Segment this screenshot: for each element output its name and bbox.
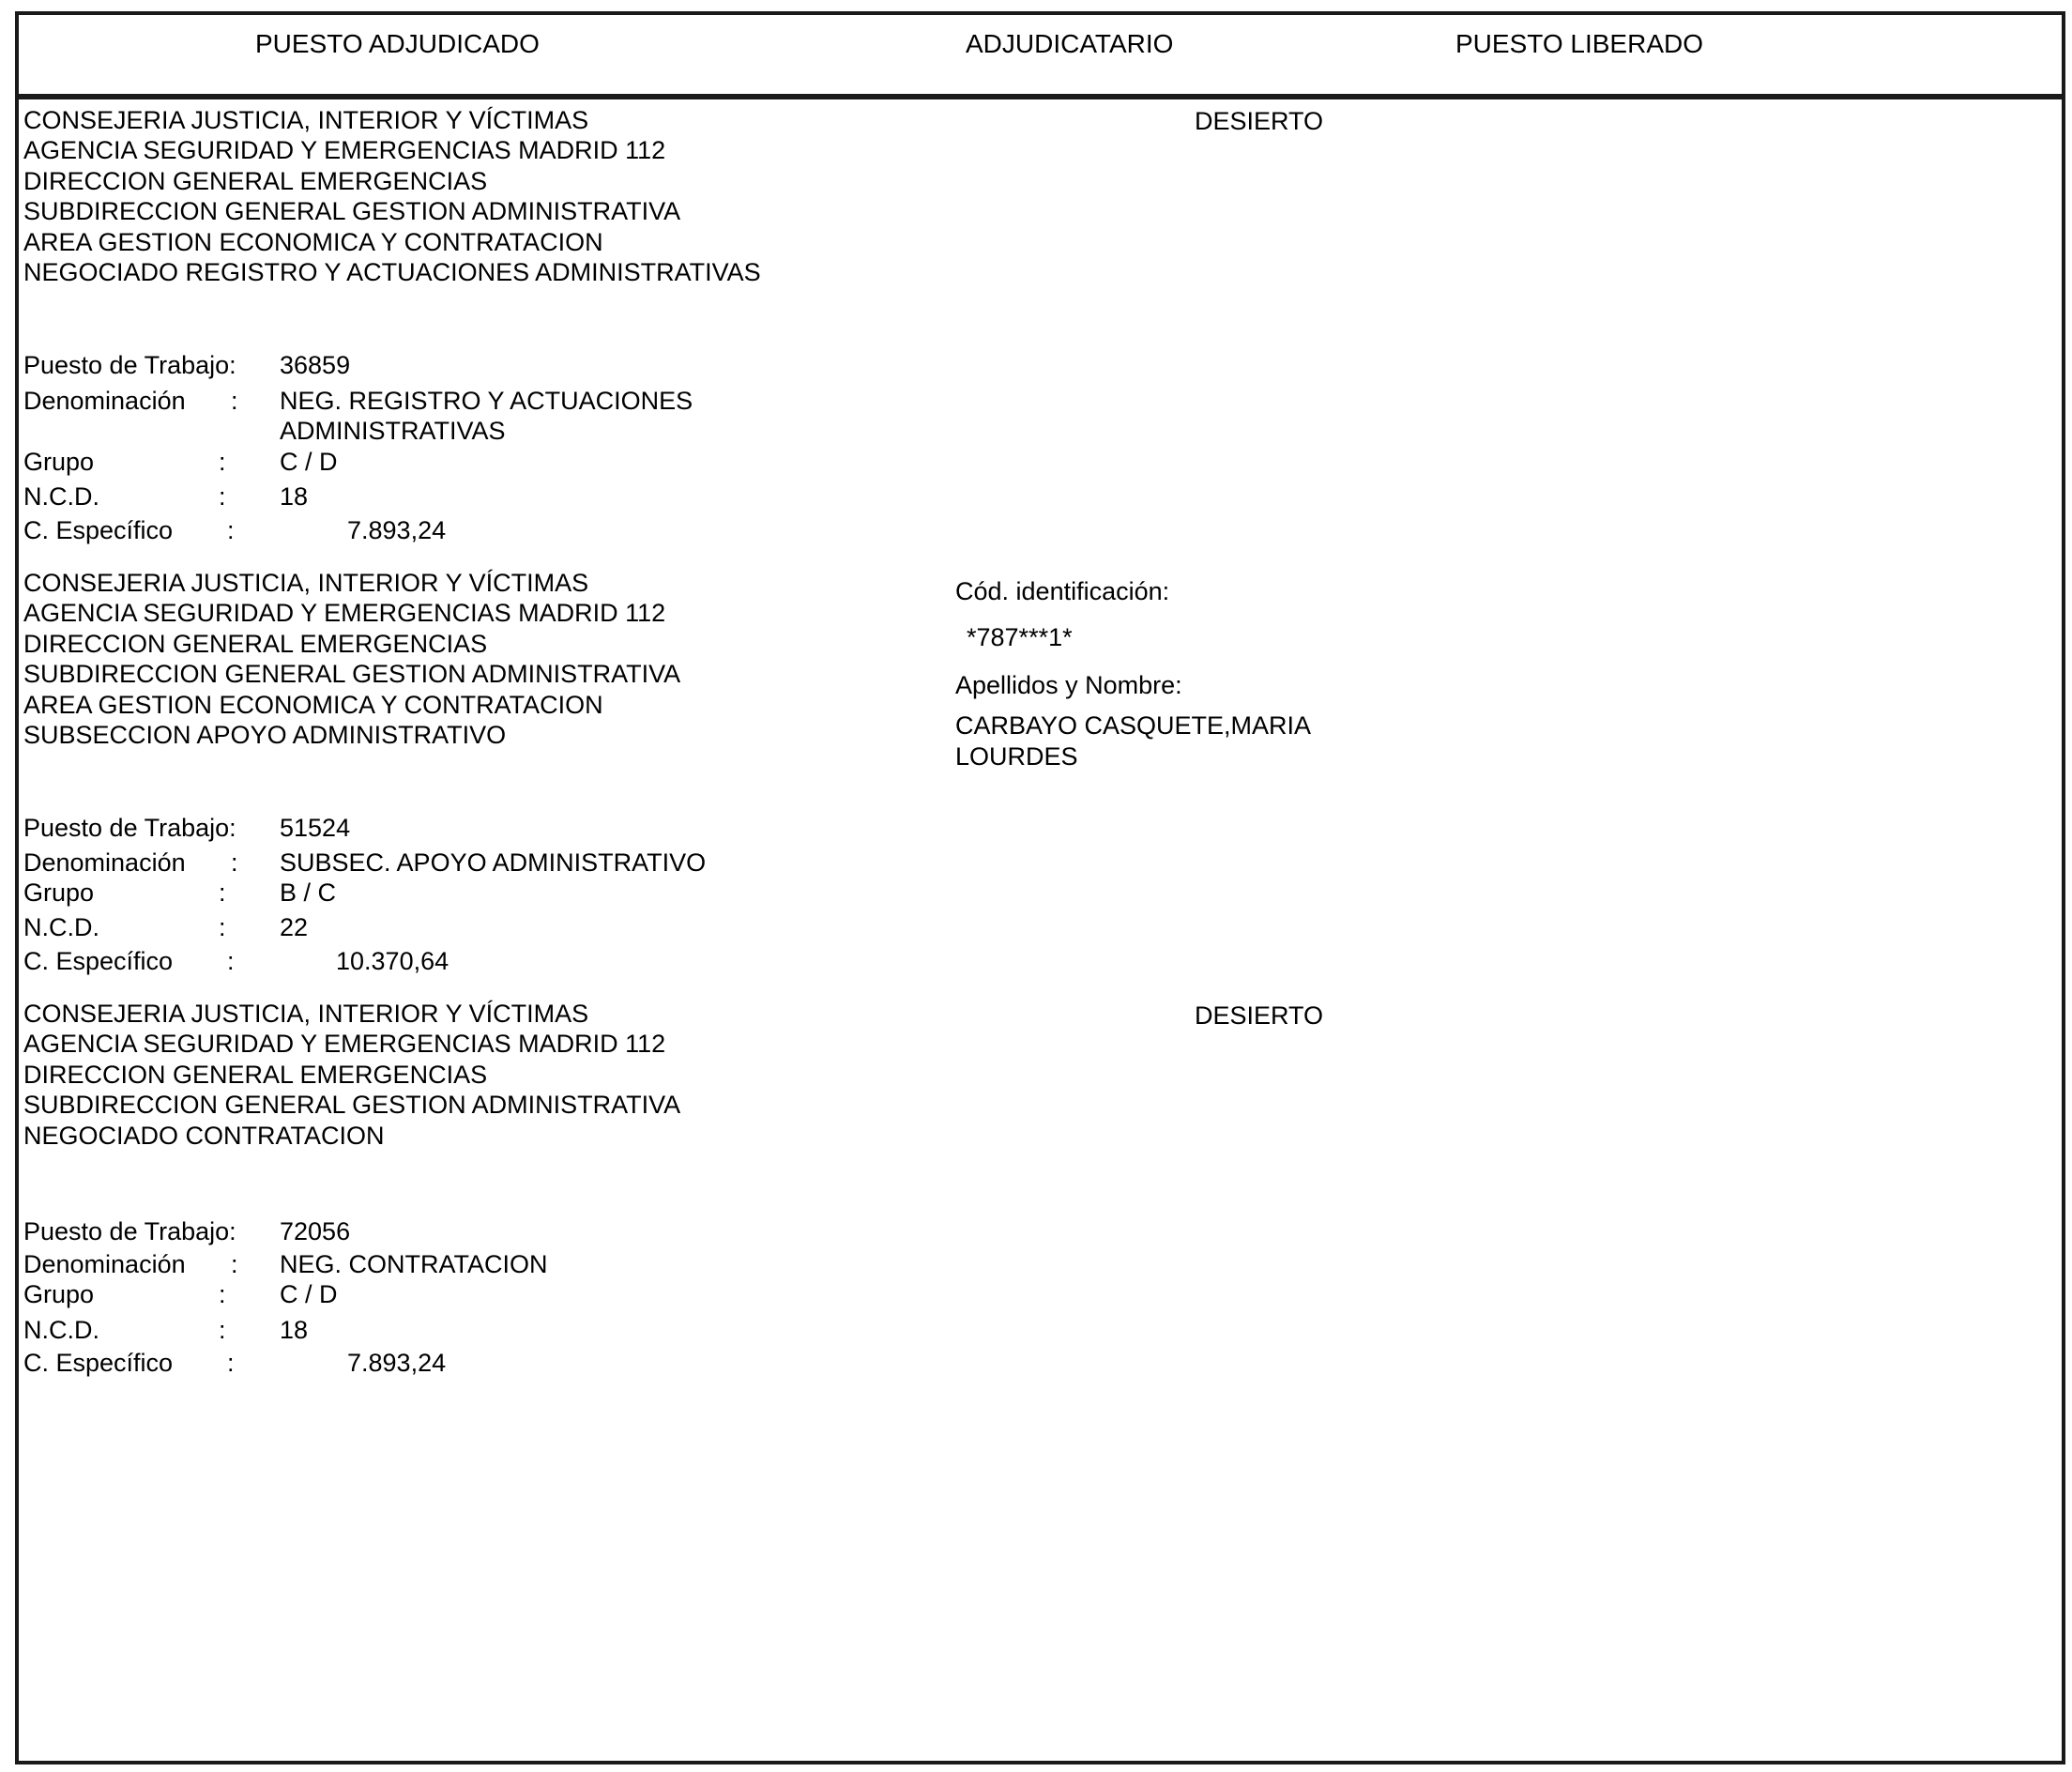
column-header-puesto-liberado: PUESTO LIBERADO — [1455, 29, 1704, 58]
denominacion-value-cont: ADMINISTRATIVAS — [280, 417, 506, 445]
especifico-value: 7.893,24 — [347, 1349, 447, 1377]
denominacion-value: NEG. CONTRATACION — [280, 1250, 548, 1278]
org-line: CONSEJERIA JUSTICIA, INTERIOR Y VÍCTIMAS — [23, 1000, 589, 1028]
puesto-value: 72056 — [280, 1217, 351, 1245]
apellidos-nombre-value-cont: LOURDES — [955, 742, 1078, 771]
ncd-label: N.C.D. — [23, 913, 99, 941]
puesto-value: 36859 — [280, 351, 351, 379]
especifico-label: C. Específico — [23, 516, 174, 544]
column-header-adjudicatario: ADJUDICATARIO — [966, 29, 1174, 58]
org-line: NEGOCIADO CONTRATACION — [23, 1121, 385, 1150]
ncd-label: N.C.D. — [23, 482, 99, 511]
puesto-label: Puesto de Trabajo: — [23, 351, 236, 379]
especifico-value: 10.370,64 — [336, 947, 449, 975]
colon: : — [231, 387, 238, 415]
org-line: SUBDIRECCION GENERAL GESTION ADMINISTRATIVA — [23, 197, 681, 226]
entry-1-adjudicatario: DESIERTO — [1195, 107, 1324, 135]
especifico-label: C. Específico — [23, 947, 174, 975]
org-line: CONSEJERIA JUSTICIA, INTERIOR Y VÍCTIMAS — [23, 106, 589, 134]
org-line: SUBDIRECCION GENERAL GESTION ADMINISTRATIVA — [23, 660, 681, 689]
denominacion-label: Denominación — [23, 387, 186, 415]
column-header-puesto-adjudicado: PUESTO ADJUDICADO — [255, 29, 540, 58]
grupo-value: C / D — [280, 1280, 338, 1308]
org-line: AREA GESTION ECONOMICA Y CONTRATACION — [23, 227, 603, 256]
puesto-label: Puesto de Trabajo: — [23, 814, 236, 842]
grupo-label: Grupo — [23, 448, 95, 476]
header-divider — [15, 94, 2065, 99]
cod-identificacion-label: Cód. identificación: — [955, 577, 1170, 605]
org-line: AGENCIA SEGURIDAD Y EMERGENCIAS MADRID 112 — [23, 599, 666, 628]
colon: : — [219, 1280, 226, 1308]
grupo-value: C / D — [280, 448, 338, 476]
org-line: DIRECCION GENERAL EMERGENCIAS — [23, 629, 488, 658]
org-line: NEGOCIADO REGISTRO Y ACTUACIONES ADMINISTRATIVAS — [23, 257, 761, 286]
denominacion-value: NEG. REGISTRO Y ACTUACIONES — [280, 387, 693, 415]
ncd-label: N.C.D. — [23, 1316, 99, 1344]
denominacion-label: Denominación — [23, 848, 186, 877]
colon: : — [219, 878, 226, 907]
puesto-label: Puesto de Trabajo: — [23, 1217, 236, 1245]
grupo-label: Grupo — [23, 1280, 95, 1308]
entry-1-organization — [23, 105, 761, 287]
grupo-label: Grupo — [23, 878, 95, 907]
ncd-value: 22 — [280, 913, 309, 941]
denominacion-value: SUBSEC. APOYO ADMINISTRATIVO — [280, 848, 707, 877]
org-line: CONSEJERIA JUSTICIA, INTERIOR Y VÍCTIMAS — [23, 569, 589, 597]
colon: : — [227, 516, 235, 544]
especifico-value: 7.893,24 — [347, 516, 447, 544]
colon: : — [219, 1316, 226, 1344]
entry-2-organization — [23, 568, 680, 750]
org-line: SUBSECCION APOYO ADMINISTRATIVO — [23, 720, 507, 749]
org-line: AGENCIA SEGURIDAD Y EMERGENCIAS MADRID 112 — [23, 136, 666, 165]
colon: : — [231, 848, 238, 877]
colon: : — [219, 448, 226, 476]
org-line: SUBDIRECCION GENERAL GESTION ADMINISTRATIVA — [23, 1091, 681, 1120]
org-line: DIRECCION GENERAL EMERGENCIAS — [23, 166, 488, 195]
cod-identificacion-value: *787***1* — [967, 623, 1073, 651]
org-line: AREA GESTION ECONOMICA Y CONTRATACION — [23, 690, 603, 719]
apellidos-nombre-value: CARBAYO CASQUETE,MARIA — [955, 711, 1312, 740]
colon: : — [219, 482, 226, 511]
colon: : — [227, 947, 235, 975]
especifico-label: C. Específico — [23, 1349, 174, 1377]
apellidos-nombre-label: Apellidos y Nombre: — [955, 671, 1182, 699]
ncd-value: 18 — [280, 482, 309, 511]
grupo-value: B / C — [280, 878, 337, 907]
denominacion-label: Denominación — [23, 1250, 186, 1278]
ncd-value: 18 — [280, 1316, 309, 1344]
org-line: AGENCIA SEGURIDAD Y EMERGENCIAS MADRID 112 — [23, 1030, 666, 1059]
entry-3-organization — [23, 999, 680, 1151]
entry-3-adjudicatario: DESIERTO — [1195, 1001, 1324, 1030]
colon: : — [227, 1349, 235, 1377]
colon: : — [219, 913, 226, 941]
org-line: DIRECCION GENERAL EMERGENCIAS — [23, 1060, 488, 1089]
colon: : — [231, 1250, 238, 1278]
puesto-value: 51524 — [280, 814, 351, 842]
